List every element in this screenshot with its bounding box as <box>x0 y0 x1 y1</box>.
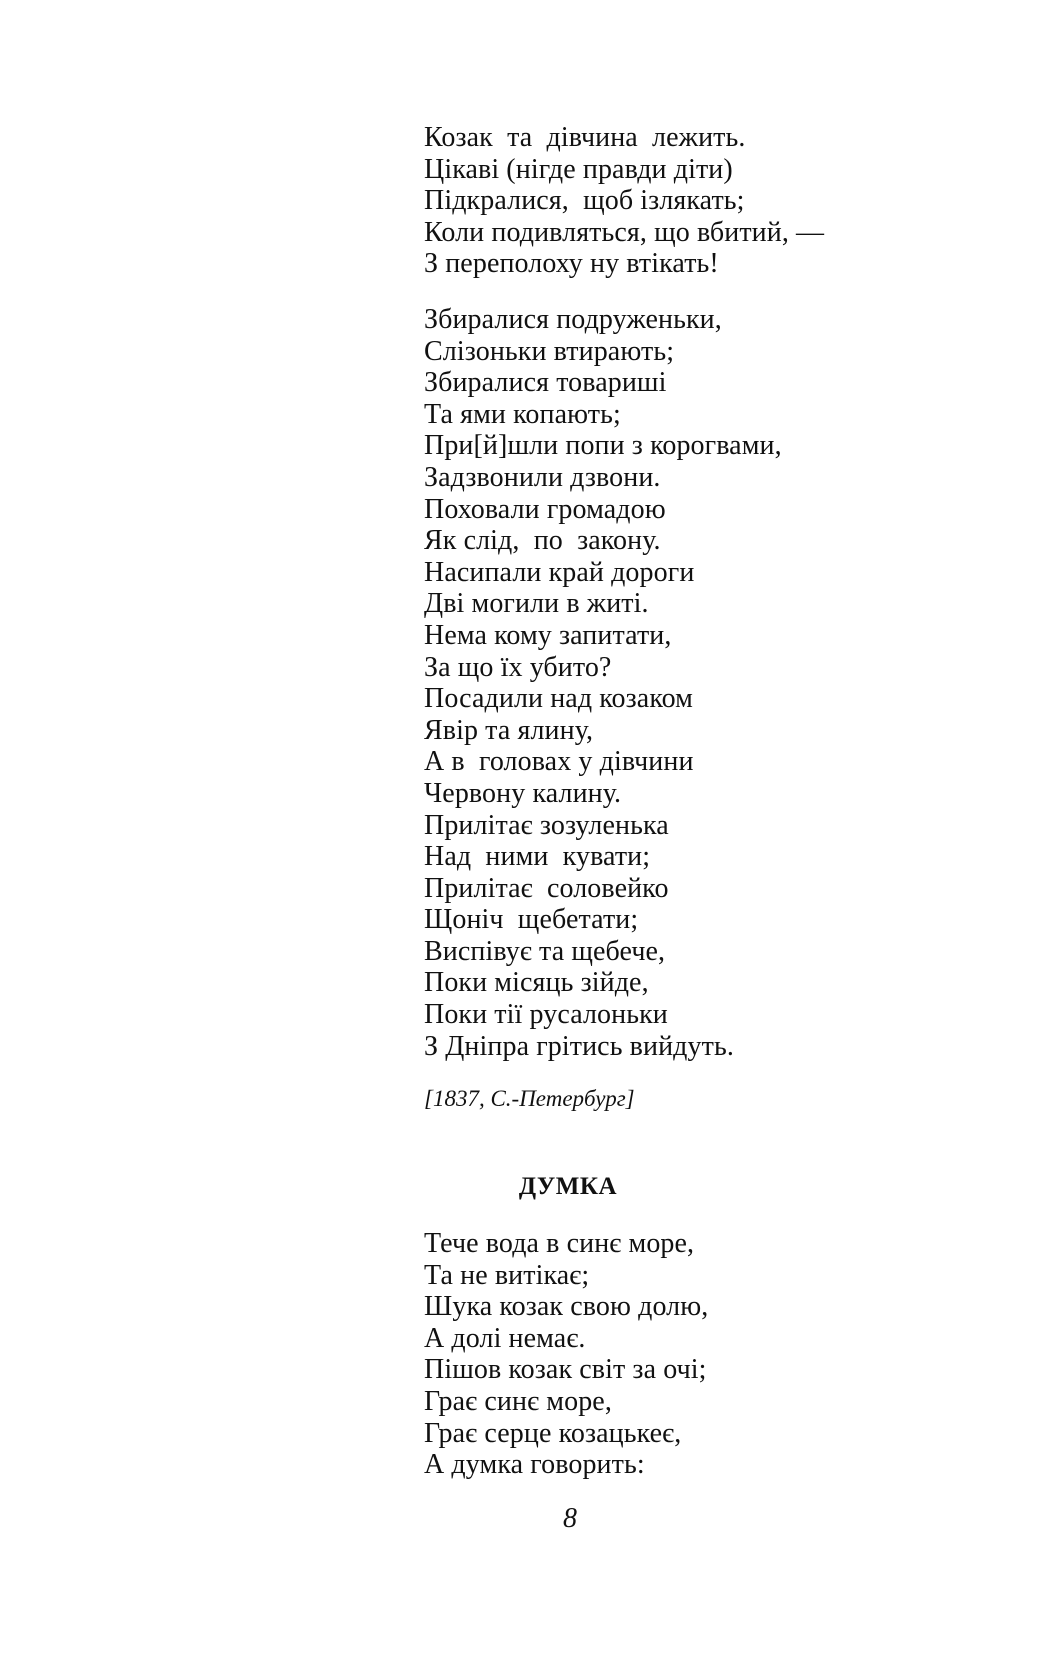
verse-line: Тече вода в синє море, <box>424 1228 695 1259</box>
verse-line: Грає синє море, <box>424 1385 612 1417</box>
verse-line: Виспівує та щебече, <box>424 935 666 967</box>
verse-line: З Дніпра грітись вийдуть. <box>424 1030 734 1062</box>
verse-line: Пішов козак світ за очі; <box>424 1354 707 1386</box>
verse-line: Дві могили в житі. <box>424 588 649 620</box>
verse-line: Щоніч щебетати; <box>424 904 639 936</box>
verse-line: Підкралися, щоб ізлякать; <box>424 185 745 217</box>
verse-line: А долі немає. <box>424 1322 586 1354</box>
verse-line: Шука козак свою долю, <box>424 1291 709 1323</box>
verse-line: Посадили над козаком <box>424 683 693 715</box>
verse-line: Збиралися подруженьки, <box>424 304 722 335</box>
verse-line: Коли подивляться, що вбитий, — <box>424 216 825 248</box>
verse-line: Козак та дівчина лежить. <box>424 122 746 153</box>
verse-line: Червону калину. <box>424 777 622 809</box>
verse-line: Як слід, по закону. <box>424 525 661 557</box>
poem-title: ДУМКА <box>518 1173 618 1200</box>
verse-line: Поки місяць зійде, <box>424 967 649 999</box>
stanza <box>424 122 824 280</box>
verse-line: Збиралися товариші <box>424 367 667 399</box>
stanza <box>424 304 782 1062</box>
verse-line: При[й]шли попи з корогвами, <box>424 430 782 462</box>
verse-line: Та ями копають; <box>424 398 621 430</box>
verse-line: А в головах у дівчини <box>424 746 694 778</box>
verse-line: Насипали край дороги <box>424 556 695 588</box>
verse-line: А думка говорить: <box>424 1449 645 1481</box>
verse-line: Прилітає соловейко <box>424 872 669 904</box>
page-number: 8 <box>563 1503 577 1534</box>
verse-line: Поховали громадою <box>424 493 666 525</box>
verse-line: З переполоху ну втікать! <box>424 248 719 280</box>
stanza <box>424 1228 708 1481</box>
verse-line: Слізоньки втирають; <box>424 335 675 367</box>
verse-line: Над ними кувати; <box>424 841 651 873</box>
verse-line: Задзвонили дзвони. <box>424 461 661 493</box>
verse-line: Цікаві (нігде правди діти) <box>424 153 733 185</box>
verse-line: Нема кому запитати, <box>424 619 672 651</box>
verse-line: Поки тії русалоньки <box>424 999 668 1031</box>
verse-line: Явір та ялину, <box>424 714 594 746</box>
poem-dateline: [1837, С.-Петербург] <box>424 1086 635 1111</box>
verse-line: Та не витікає; <box>424 1259 590 1291</box>
verse-line: Грає серце козацькеє, <box>424 1417 682 1449</box>
verse-line: За що їх убито? <box>424 651 612 683</box>
verse-line: Прилітає зозуленька <box>424 809 669 841</box>
